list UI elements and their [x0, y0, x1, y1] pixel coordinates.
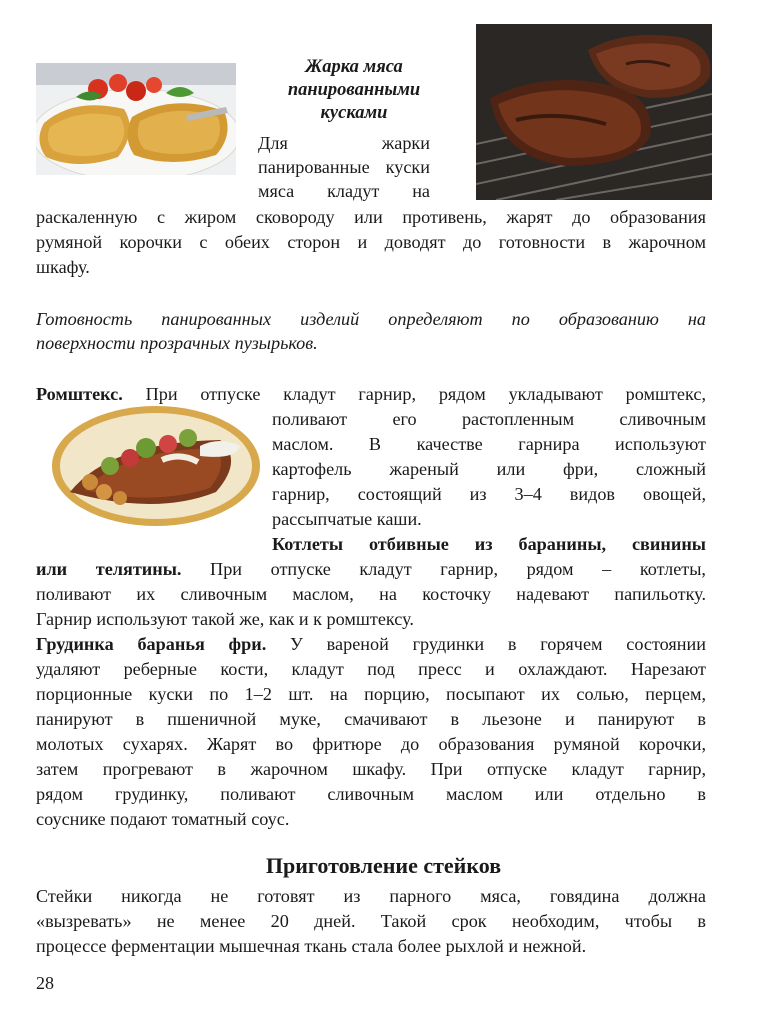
breaded-cutlet-photo — [36, 63, 236, 175]
title-line: панированными — [287, 80, 421, 100]
paragraph-line: затем прогревают в жарочном шкафу. При отпуске кладут гарнир, — [36, 759, 706, 779]
kotlety-term: Котлеты отбивные из баранины, свинины — [272, 534, 706, 554]
romsteks-text: При отпуске кладут гарнир, рядом укладывают ромштекс, — [122, 384, 706, 404]
paragraph-line: Гарнир используют такой же, как и к ромштексу. — [36, 609, 414, 629]
readiness-note-line: Готовность панированных изделий определяют по образованию на — [36, 309, 706, 329]
section-title-frying-breaded — [262, 56, 446, 125]
paragraph-line: поливают его растопленным сливочным — [272, 409, 706, 429]
grudinka-term: Грудинка баранья фри. — [36, 634, 267, 654]
grilled-steaks-photo — [476, 24, 712, 200]
paragraph-line: Для жарки — [258, 133, 430, 153]
paragraph-line: поливают их сливочным маслом, на косточку надевают папильотку. — [36, 584, 706, 604]
grudinka-text: У вареной грудинки в горячем состоянии — [266, 634, 706, 654]
steaks-heading: Приготовление стейков — [265, 853, 502, 878]
title-line: Жарка мяса — [305, 57, 403, 77]
paragraph-line: шкафу. — [36, 257, 90, 277]
paragraph-line: соуснике подают томатный соус. — [36, 809, 290, 829]
paragraph-line: мяса кладут на — [258, 181, 430, 201]
romsteks-plate-photo — [50, 402, 262, 530]
paragraph-line: картофель жареный или фри, сложный — [272, 459, 706, 479]
paragraph-line: панированные куски — [258, 157, 430, 177]
romsteks-first-line — [36, 382, 706, 406]
paragraph-line: удаляют реберные кости, кладут под пресс и охлаждают. Нарезают — [36, 659, 706, 679]
paragraph-line: румяной корочки с обеих сторон и доводят до готовности в жарочном — [36, 232, 706, 252]
paragraph-line: Стейки никогда не готовят из парного мяса, говядина должна — [36, 886, 706, 906]
paragraph-line: гарнир, состоящий из 3–4 видов овощей, — [272, 484, 706, 504]
kotlety-term-end: или телятины. — [36, 559, 182, 579]
paragraph-line: панируют в пшеничной муке, смачивают в льезоне и панируют в — [36, 709, 706, 729]
paragraph-line: рассыпчатые каши. — [272, 509, 422, 529]
paragraph-line: порционные куски по 1–2 шт. на порцию, посыпают их солью, перцем, — [36, 684, 706, 704]
paragraph-line: молотых сухарях. Жарят во фритюре до образования румяной корочки, — [36, 734, 706, 754]
paragraph-line: раскаленную с жиром сковороду или противень, жарят до образования — [36, 207, 706, 227]
title-line: кусками — [320, 103, 388, 123]
paragraph-line: маслом. В качестве гарнира используют — [272, 434, 706, 454]
paragraph-line: рядом грудинку, поливают сливочным маслом или отдельно в — [36, 784, 706, 804]
romsteks-term: Ромштекс. — [36, 384, 123, 404]
readiness-note-line: поверхности прозрачных пузырьков. — [36, 333, 318, 353]
paragraph-line: «вызревать» не менее 20 дней. Такой срок необходим, чтобы в — [36, 911, 706, 931]
page-number: 28 — [36, 973, 54, 993]
kotlety-line — [36, 557, 706, 581]
paragraph-line: процессе ферментации мышечная ткань стала более рыхлой и нежной. — [36, 936, 587, 956]
grudinka-first-line — [36, 632, 706, 656]
kotlety-text: При отпуске кладут гарнир, рядом – котлеты, — [181, 559, 706, 579]
